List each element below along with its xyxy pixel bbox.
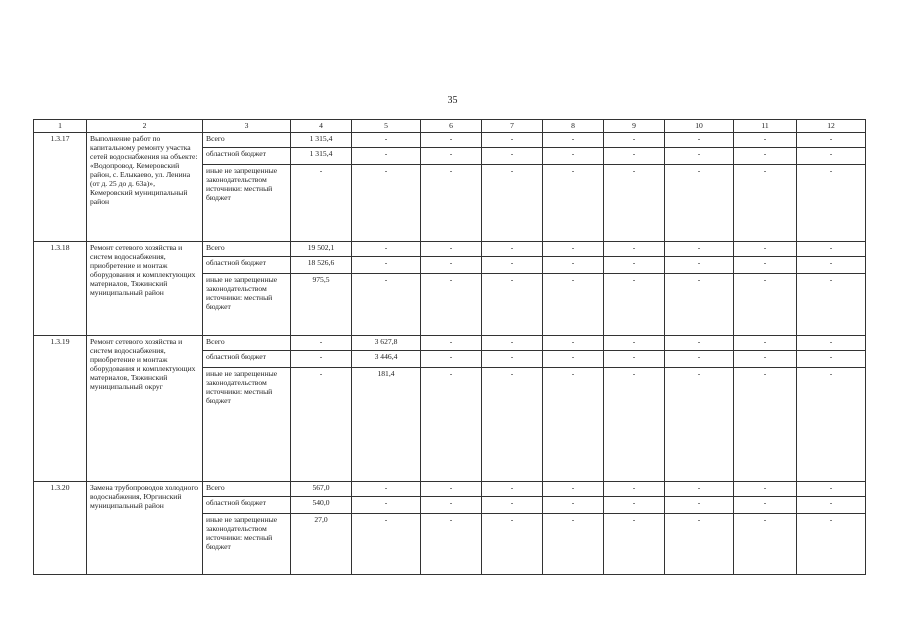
item-number: 1.3.20 <box>34 482 87 575</box>
funding-source: иные не запрещенные законодательством источники: местный бюджет <box>203 368 291 482</box>
funding-value: - <box>421 242 482 257</box>
funding-value: - <box>352 133 421 148</box>
funding-value: - <box>797 336 866 351</box>
column-header: 6 <box>421 120 482 133</box>
funding-value: - <box>734 148 797 165</box>
funding-value: - <box>665 514 734 575</box>
funding-value: - <box>482 336 543 351</box>
funding-value: - <box>734 497 797 514</box>
funding-value: 540,0 <box>291 497 352 514</box>
funding-value: - <box>665 351 734 368</box>
funding-value: - <box>421 257 482 274</box>
funding-value: - <box>421 368 482 482</box>
funding-value: - <box>665 497 734 514</box>
funding-value: - <box>352 274 421 336</box>
funding-value: - <box>604 497 665 514</box>
funding-value: - <box>291 368 352 482</box>
column-header: 10 <box>665 120 734 133</box>
funding-source: иные не запрещенные законодательством источники: местный бюджет <box>203 514 291 575</box>
funding-value: - <box>421 497 482 514</box>
funding-value: - <box>797 482 866 497</box>
funding-source: Всего <box>203 482 291 497</box>
funding-value: - <box>543 368 604 482</box>
funding-value: - <box>665 242 734 257</box>
funding-source: Всего <box>203 242 291 257</box>
column-header: 9 <box>604 120 665 133</box>
funding-value: - <box>482 165 543 242</box>
funding-value: - <box>797 165 866 242</box>
funding-value: - <box>543 165 604 242</box>
table-row <box>34 336 866 351</box>
column-header: 8 <box>543 120 604 133</box>
funding-value: - <box>734 257 797 274</box>
funding-value: - <box>665 274 734 336</box>
funding-value: - <box>421 148 482 165</box>
column-header: 12 <box>797 120 866 133</box>
funding-value: - <box>543 351 604 368</box>
funding-value: - <box>797 274 866 336</box>
funding-value: - <box>604 165 665 242</box>
funding-value: - <box>665 257 734 274</box>
funding-value: - <box>543 133 604 148</box>
funding-value: 975,5 <box>291 274 352 336</box>
funding-value: - <box>421 351 482 368</box>
column-header: 2 <box>87 120 203 133</box>
funding-value: - <box>734 242 797 257</box>
funding-value: - <box>604 482 665 497</box>
funding-value: - <box>543 514 604 575</box>
funding-value: - <box>604 274 665 336</box>
funding-value: 18 526,6 <box>291 257 352 274</box>
funding-value: - <box>352 165 421 242</box>
column-header: 1 <box>34 120 87 133</box>
funding-value: 3 627,8 <box>352 336 421 351</box>
table-row <box>34 133 866 148</box>
funding-value: 1 315,4 <box>291 148 352 165</box>
funding-value: - <box>352 482 421 497</box>
funding-value: - <box>482 497 543 514</box>
funding-source: Всего <box>203 336 291 351</box>
funding-value: - <box>352 514 421 575</box>
funding-value: - <box>604 351 665 368</box>
funding-value: - <box>734 514 797 575</box>
funding-value: - <box>421 482 482 497</box>
funding-value: - <box>421 336 482 351</box>
page-number: 35 <box>447 95 458 106</box>
funding-value: - <box>543 482 604 497</box>
funding-value: - <box>604 336 665 351</box>
funding-value: - <box>482 351 543 368</box>
funding-value: - <box>797 368 866 482</box>
funding-value: - <box>482 514 543 575</box>
funding-value: - <box>665 148 734 165</box>
funding-value: - <box>291 336 352 351</box>
funding-value: - <box>482 274 543 336</box>
funding-value: - <box>604 148 665 165</box>
funding-value: - <box>797 242 866 257</box>
funding-value: - <box>352 242 421 257</box>
column-header: 7 <box>482 120 543 133</box>
header-row <box>34 120 866 133</box>
item-number: 1.3.17 <box>34 133 87 242</box>
funding-value: - <box>482 257 543 274</box>
funding-value: - <box>734 336 797 351</box>
funding-value: - <box>797 148 866 165</box>
funding-value: - <box>734 482 797 497</box>
funding-value: - <box>797 257 866 274</box>
item-description: Замена трубопроводов холодного водоснабжения, Юргинский муниципальный район <box>87 482 203 575</box>
table-row <box>34 482 866 497</box>
funding-value: - <box>604 133 665 148</box>
funding-value: - <box>482 368 543 482</box>
item-number: 1.3.19 <box>34 336 87 482</box>
funding-source: областной бюджет <box>203 148 291 165</box>
funding-value: - <box>797 514 866 575</box>
funding-source: областной бюджет <box>203 497 291 514</box>
funding-value: - <box>665 482 734 497</box>
funding-value: - <box>665 368 734 482</box>
funding-value: - <box>482 148 543 165</box>
funding-value: 3 446,4 <box>352 351 421 368</box>
funding-value: - <box>604 514 665 575</box>
column-header: 3 <box>203 120 291 133</box>
budget-table <box>33 119 866 575</box>
funding-source: иные не запрещенные законодательством источники: местный бюджет <box>203 165 291 242</box>
table-row <box>34 242 866 257</box>
funding-value: - <box>665 133 734 148</box>
funding-source: иные не запрещенные законодательством источники: местный бюджет <box>203 274 291 336</box>
funding-value: - <box>421 165 482 242</box>
funding-value: - <box>482 482 543 497</box>
funding-value: - <box>482 242 543 257</box>
funding-value: - <box>734 351 797 368</box>
column-header: 11 <box>734 120 797 133</box>
column-header: 4 <box>291 120 352 133</box>
funding-value: 567,0 <box>291 482 352 497</box>
funding-value: 19 502,1 <box>291 242 352 257</box>
funding-value: - <box>797 497 866 514</box>
column-header: 5 <box>352 120 421 133</box>
funding-value: - <box>665 165 734 242</box>
item-number: 1.3.18 <box>34 242 87 336</box>
item-description: Ремонт сетевого хозяйства и систем водоснабжения, приобретение и монтаж оборудования и комплектующих материалов, Тяжинский муниципальный округ <box>87 336 203 482</box>
funding-value: - <box>604 242 665 257</box>
funding-value: - <box>543 257 604 274</box>
funding-value: - <box>543 274 604 336</box>
funding-source: областной бюджет <box>203 257 291 274</box>
funding-source: Всего <box>203 133 291 148</box>
funding-value: 27,0 <box>291 514 352 575</box>
funding-value: - <box>543 497 604 514</box>
funding-value: - <box>734 133 797 148</box>
funding-value: - <box>421 133 482 148</box>
funding-value: - <box>734 165 797 242</box>
funding-value: - <box>734 274 797 336</box>
table-body <box>34 133 866 575</box>
funding-value: - <box>665 336 734 351</box>
funding-value: 1 315,4 <box>291 133 352 148</box>
funding-source: областной бюджет <box>203 351 291 368</box>
funding-value: - <box>543 148 604 165</box>
funding-value: - <box>291 351 352 368</box>
funding-value: - <box>734 368 797 482</box>
funding-value: - <box>604 368 665 482</box>
funding-value: - <box>291 165 352 242</box>
funding-value: - <box>604 257 665 274</box>
funding-value: - <box>797 133 866 148</box>
funding-value: - <box>543 242 604 257</box>
item-description: Выполнение работ по капитальному ремонту участка сетей водоснабжения на объекте: «Водопровод. Кемеровский район, с. Елыкаево, ул. Ленина (от д. 25 до д. 63а)», Кемеровский муниципальный район <box>87 133 203 242</box>
funding-value: - <box>421 514 482 575</box>
funding-value: - <box>797 351 866 368</box>
funding-value: 181,4 <box>352 368 421 482</box>
item-description: Ремонт сетевого хозяйства и систем водоснабжения, приобретение и монтаж оборудования и комплектующих материалов, Тяжинский муниципальный район <box>87 242 203 336</box>
funding-value: - <box>543 336 604 351</box>
funding-value: - <box>352 497 421 514</box>
funding-value: - <box>352 257 421 274</box>
funding-value: - <box>352 148 421 165</box>
funding-value: - <box>421 274 482 336</box>
funding-value: - <box>482 133 543 148</box>
